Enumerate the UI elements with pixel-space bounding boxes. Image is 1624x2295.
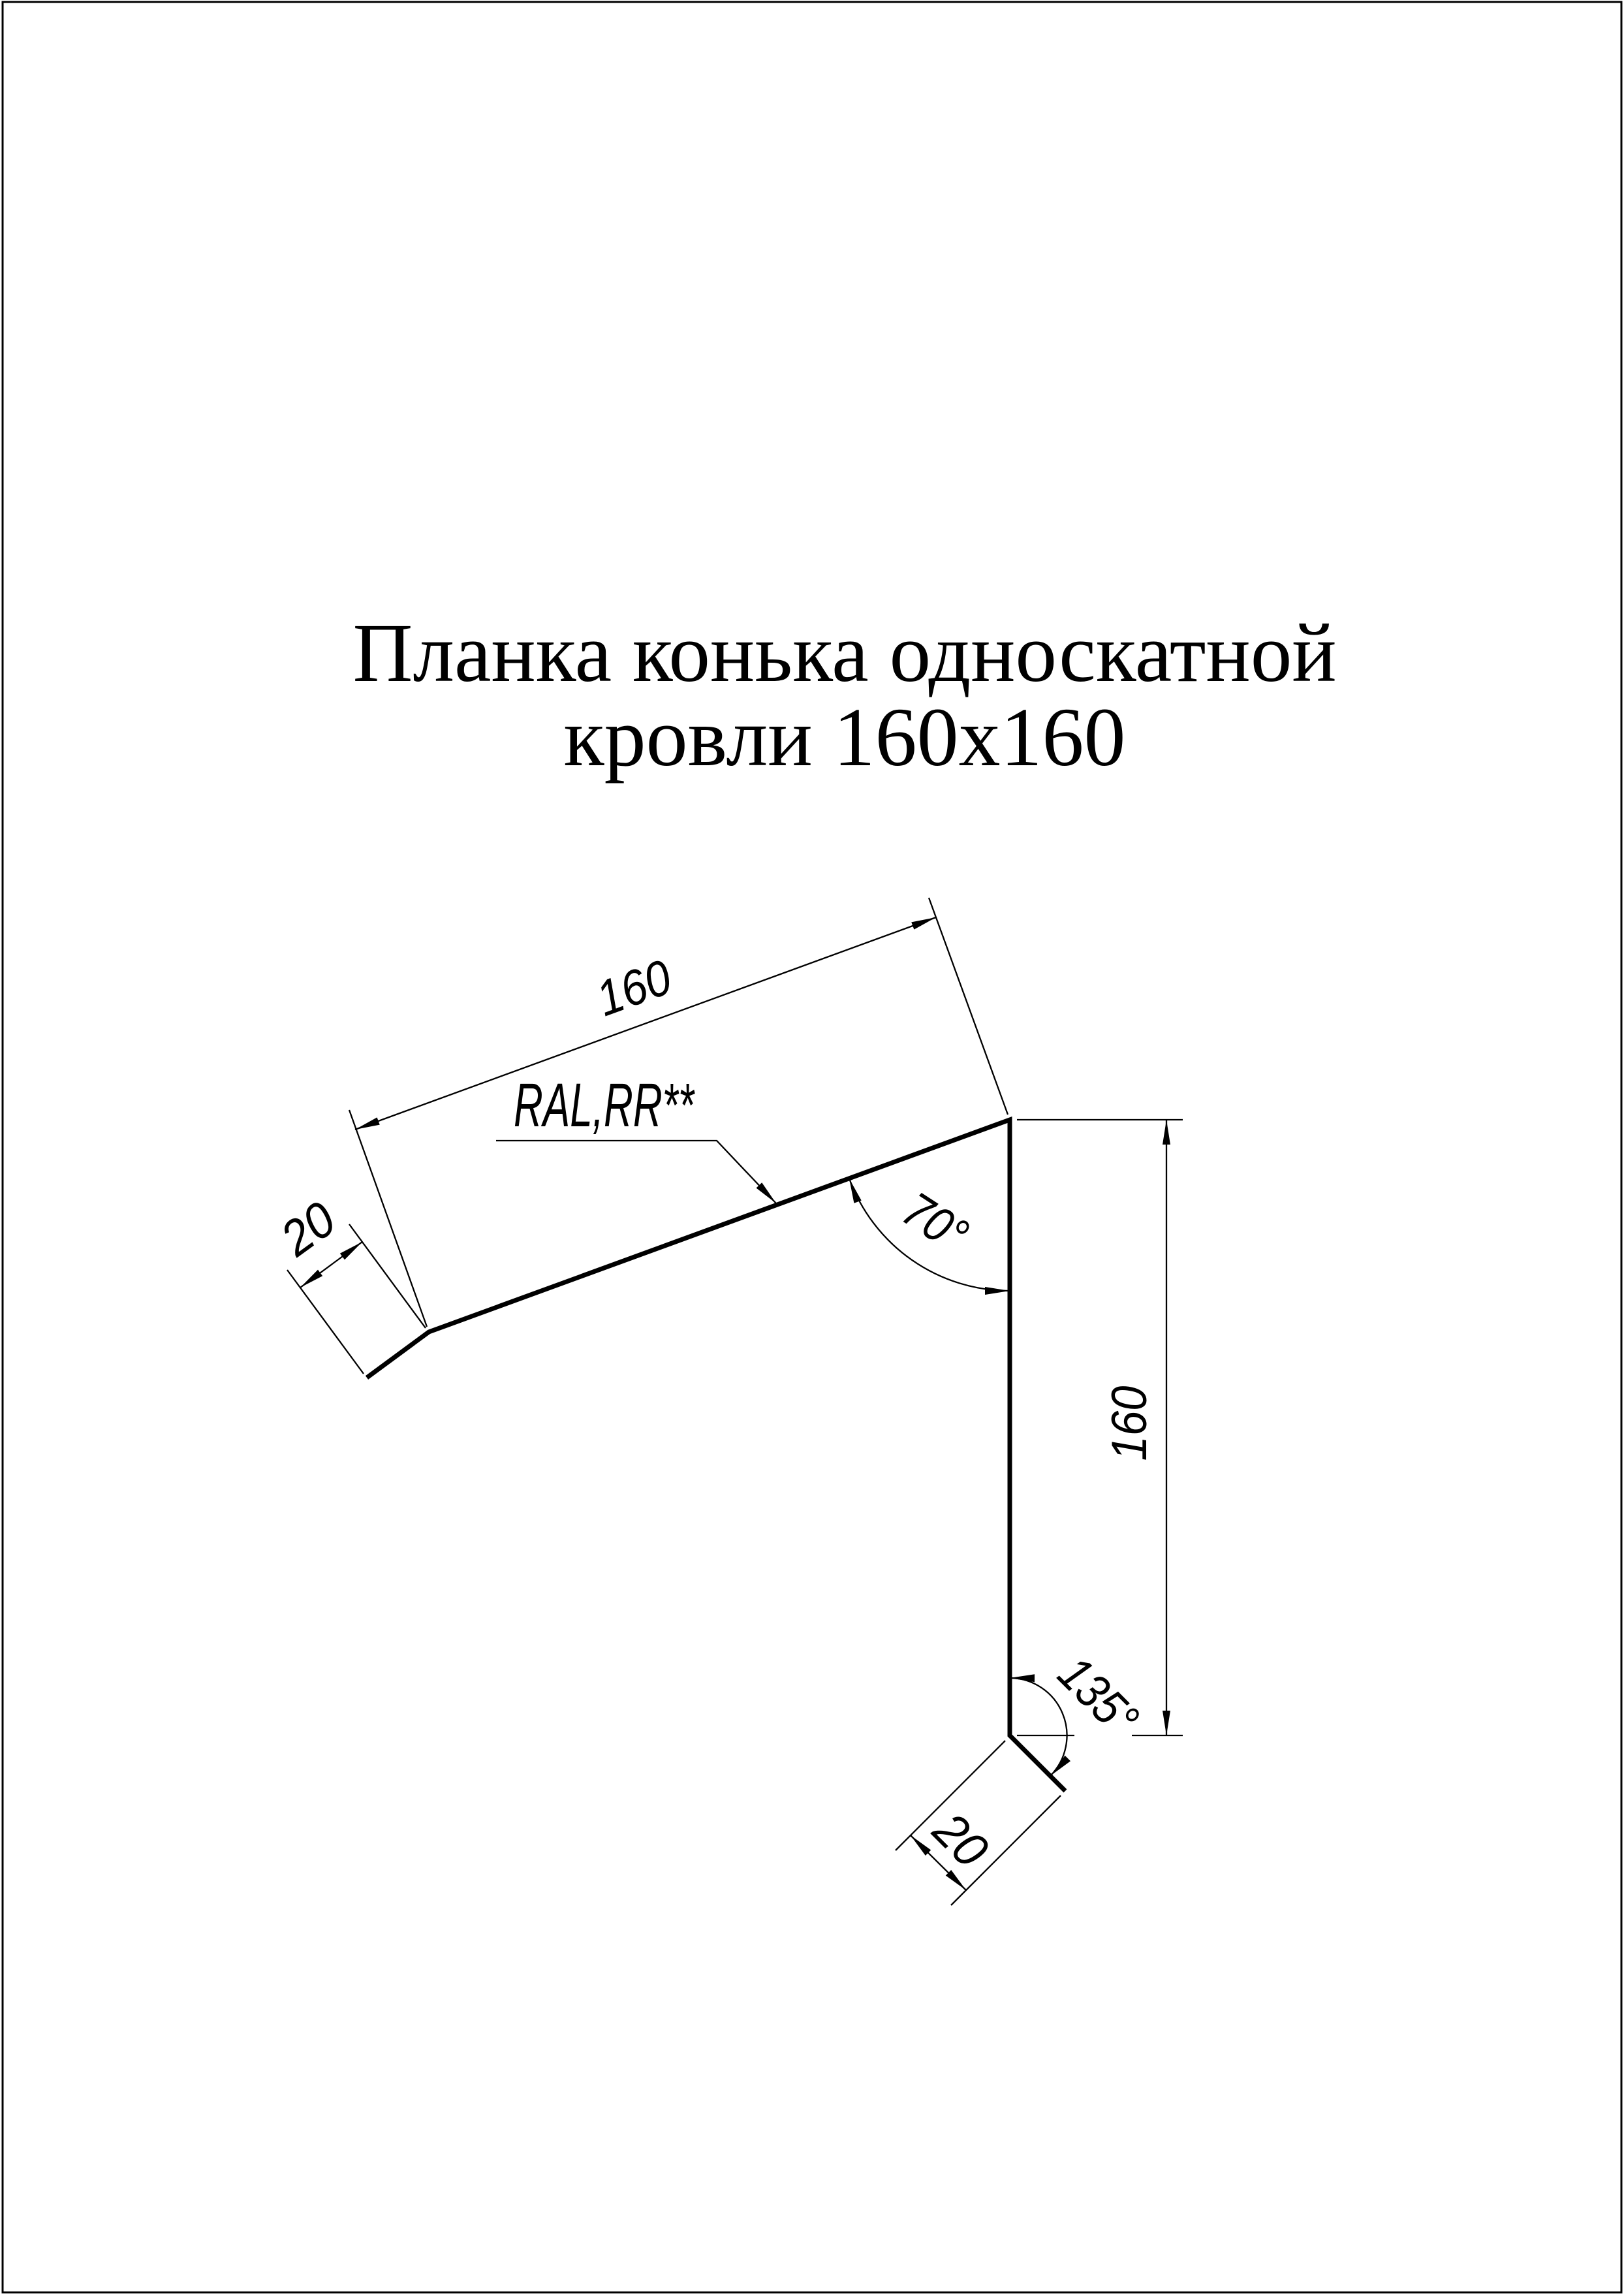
- extension-line: [287, 1270, 364, 1374]
- page-border: [3, 2, 1621, 2292]
- page-title-line1: Планка конька односкатной: [352, 607, 1337, 699]
- dim-label-slope-length: 160: [589, 946, 686, 1028]
- angle-label-bottom: 135°: [1047, 1645, 1160, 1758]
- dim-label-left-hem: 20: [270, 1189, 349, 1267]
- angle-top: [849, 1179, 1010, 1291]
- dim-bottom-hem: [896, 1741, 1061, 1905]
- extension-line: [929, 898, 1008, 1115]
- coating-leader: [496, 1071, 776, 1203]
- dim-label-vertical-height: 160: [1102, 1378, 1157, 1461]
- dim-vertical-height: [1017, 1120, 1183, 1735]
- dim-left-hem: [270, 1189, 426, 1374]
- coating-label: RAL,RR**: [514, 1071, 695, 1140]
- leader-line: [496, 1141, 776, 1203]
- extension-line: [349, 1110, 427, 1327]
- extension-line: [349, 1224, 426, 1328]
- page-title-line2: кровли 160х160: [563, 691, 1126, 783]
- dim-label-bottom-hem: 20: [922, 1802, 1001, 1880]
- angle-label-top: 70°: [892, 1181, 986, 1269]
